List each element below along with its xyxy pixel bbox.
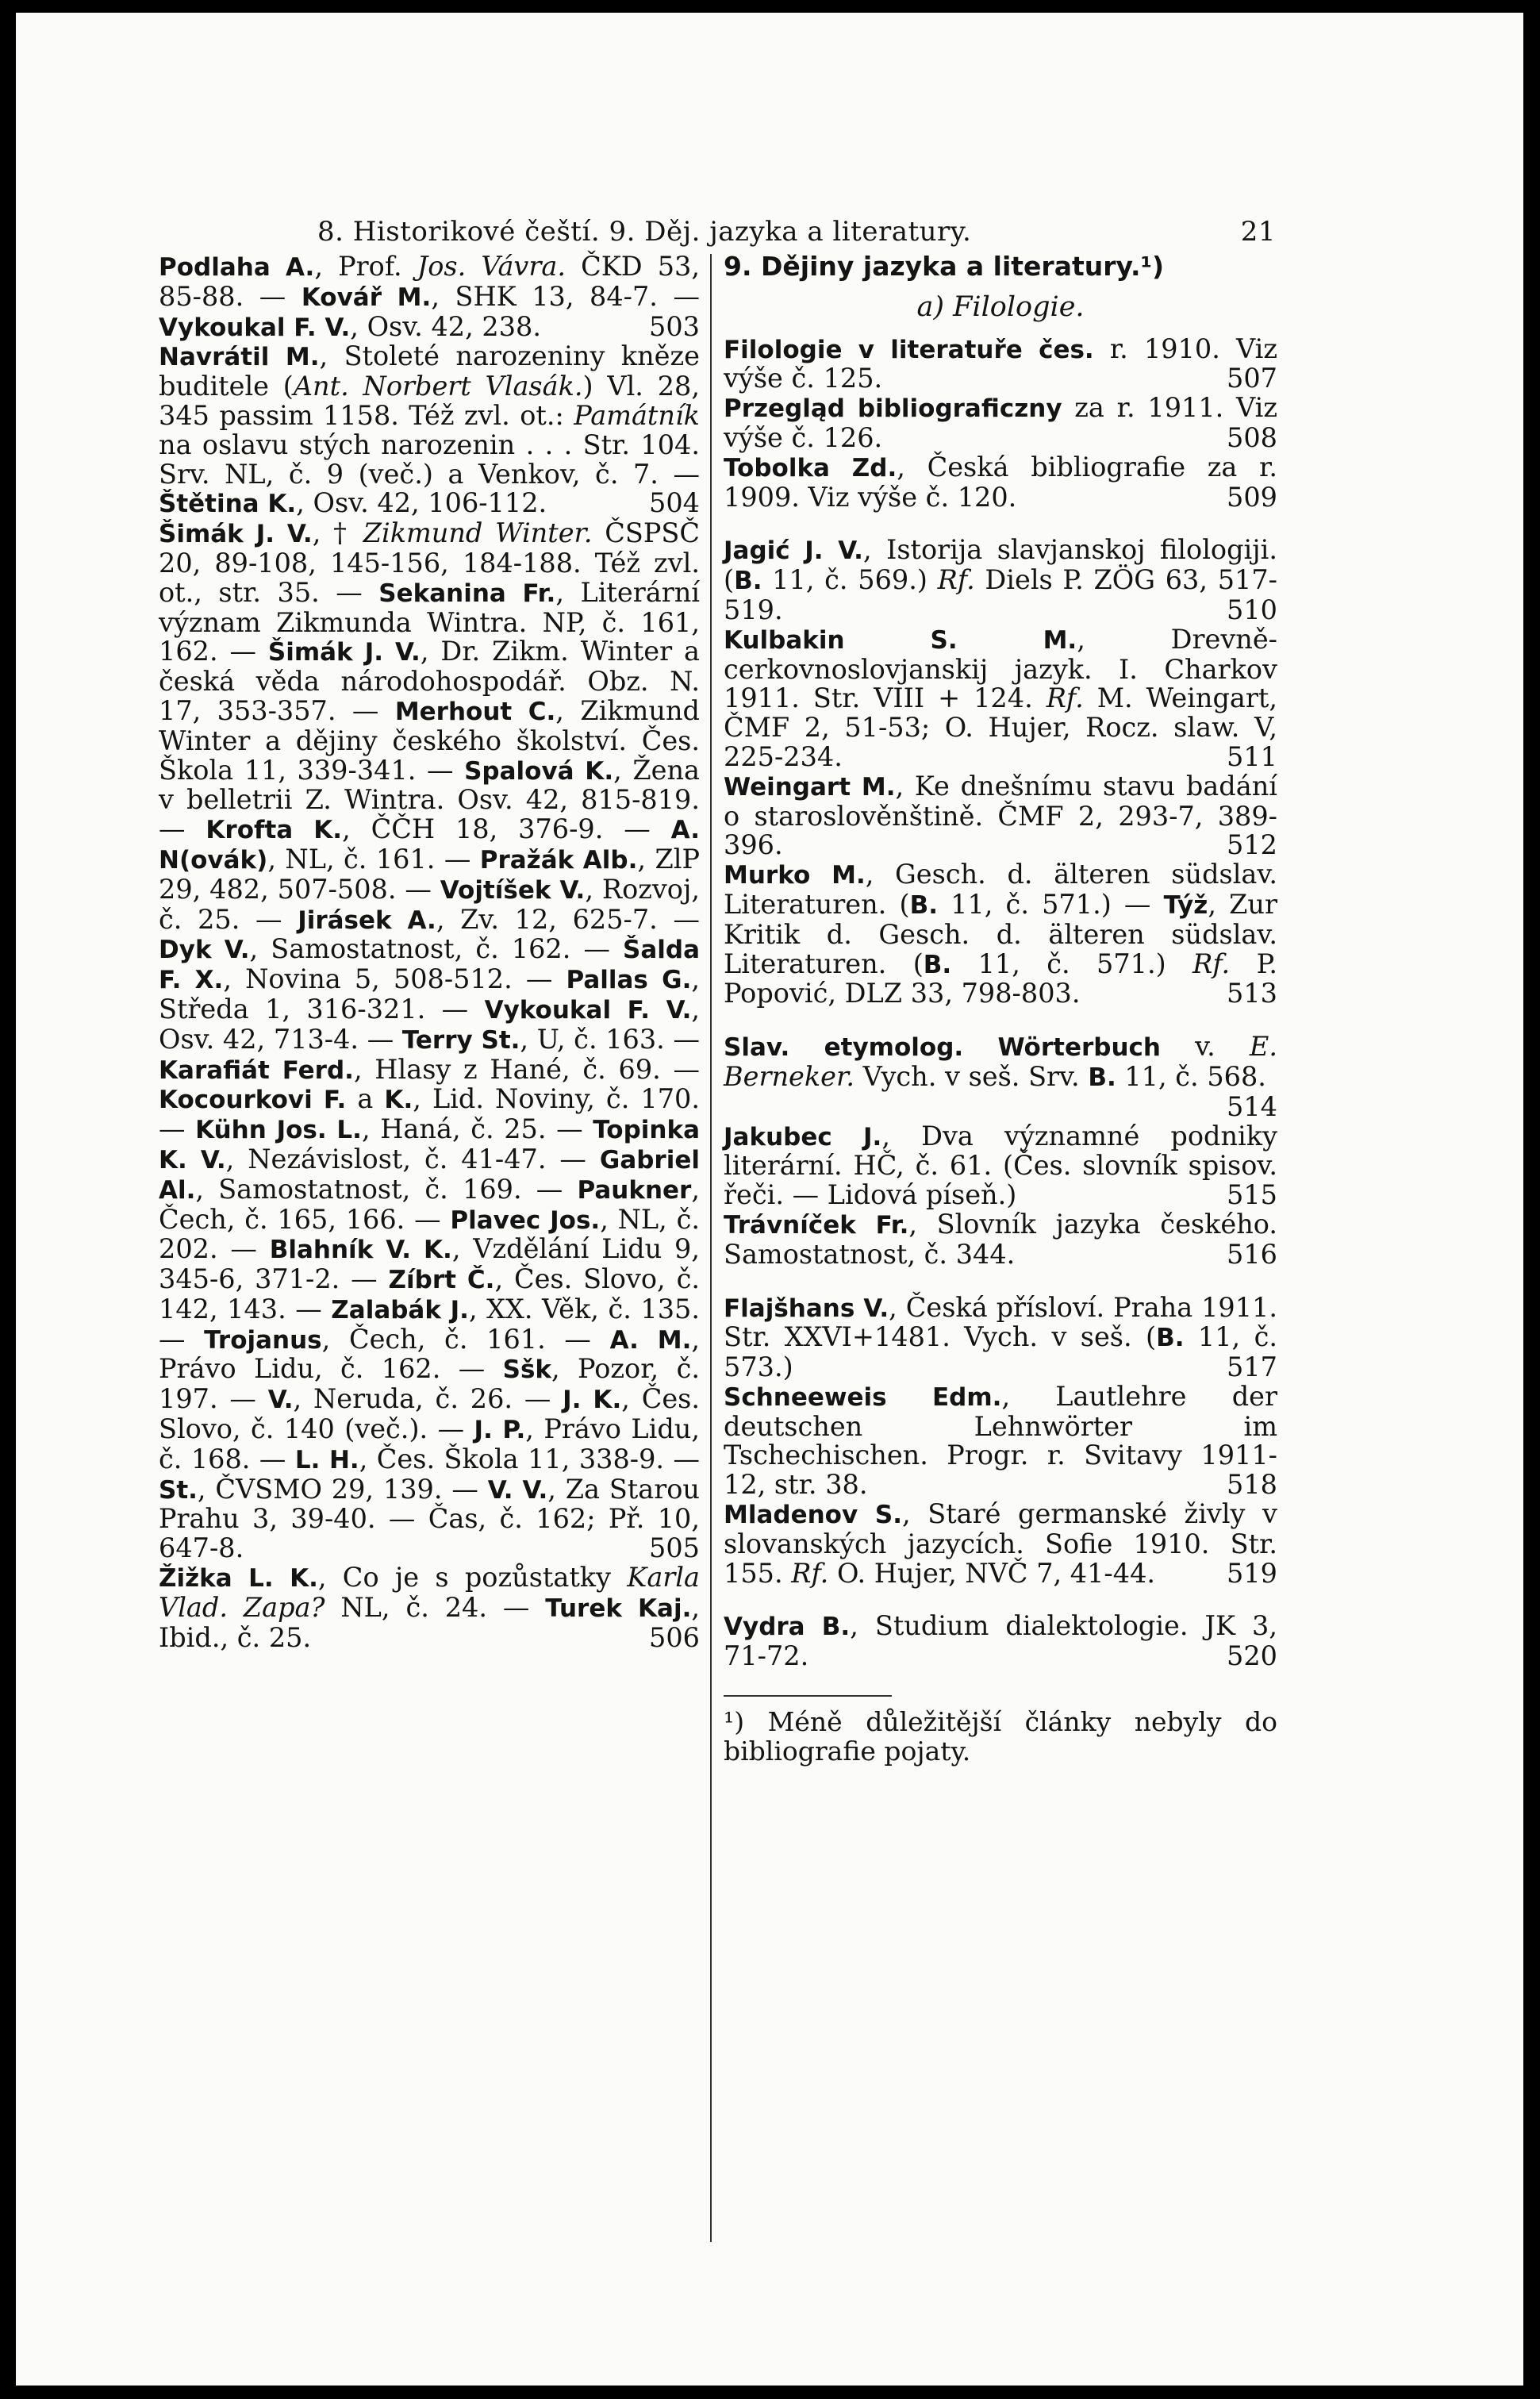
italic-text: Zikmund Winter.	[363, 517, 593, 549]
entry-number: 517	[1227, 1351, 1277, 1383]
entry-text: za r. 1911. Viz výše č. 126.	[724, 392, 1278, 453]
bib-entry-506	[159, 1563, 700, 1652]
entry-text: , Ibid., č. 25.	[159, 1591, 701, 1653]
entry-text: , ČČH 18, 376-9. —	[342, 813, 671, 845]
italic-text: Památník	[574, 399, 700, 431]
page-number: 21	[1240, 216, 1276, 248]
bib-entry-512	[724, 772, 1277, 860]
entry-text: ) Vl. 28, 345 passim 1158. Též zvl. ot.:	[159, 371, 700, 431]
entry-text: , Rozvoj, č. 25. —	[159, 873, 701, 935]
entry-text: , Zikmund Winter a dějiny českého školství. Čes. Škola 11, 339-341. —	[159, 694, 700, 786]
entry-text: , Česká bibliografie za r. 1909. Viz výše č. 120.	[724, 451, 1277, 513]
bib-entry-505	[159, 519, 700, 1563]
author-name: Plavec Jos.	[450, 1205, 601, 1235]
right-entries	[724, 335, 1277, 1671]
author-name: Blahník V. K.	[269, 1236, 452, 1265]
entry-text: 11, č. 568.	[1116, 1060, 1266, 1092]
author-name: Kühn Jos. L.	[195, 1116, 362, 1145]
author-name: Kulbakin S. M.	[724, 625, 1077, 655]
entry-text: , NL, č. 202. —	[159, 1203, 700, 1265]
entry-text: , Neruda, č. 26. —	[293, 1383, 563, 1415]
bib-entry-519	[724, 1500, 1277, 1588]
entry-text: , Čes. Slovo, č. 140 (več.). —	[159, 1383, 700, 1445]
entry-text: Diels P. ZÖG 63, 517-519.	[724, 564, 1277, 625]
section-title: 9. Dějiny jazyka a literatury.¹)	[724, 251, 1165, 282]
entry-text: , XX. Věk, č. 135. —	[159, 1293, 700, 1355]
entry-text: , Co je s pozůstatky	[317, 1562, 628, 1594]
entry-text: , Právo Lidu, č. 168. —	[159, 1413, 700, 1474]
bib-entry-513	[724, 860, 1277, 1009]
author-name: Merhout C.	[394, 697, 556, 726]
entry-number: 518	[1227, 1469, 1277, 1501]
entry-text: 11, č. 571.)	[951, 948, 1193, 979]
bib-entry-514	[724, 1032, 1277, 1121]
author-name: Filologie v literatuře čes.	[724, 335, 1094, 364]
author-name: V.	[267, 1386, 294, 1415]
entry-number: 505	[649, 1532, 700, 1564]
author-name: Gabriel Al.	[159, 1145, 700, 1205]
author-name: Spalová K.	[464, 756, 614, 786]
author-name: B.	[734, 567, 762, 596]
author-name: K.	[384, 1086, 413, 1115]
author-name: B.	[1088, 1063, 1116, 1092]
author-name: Slav. etymolog. Wörterbuch	[724, 1033, 1161, 1063]
entry-text: ČSPSČ 20, 89-108, 145-156, 184-188. Též zvl. ot., str. 35. —	[159, 517, 700, 608]
entry-text: , Osv. 42, 238.	[350, 310, 541, 342]
entry-text: , Prof.	[314, 251, 417, 282]
entry-text: , Lautlehre der deutschen Lehnwörter im Tschechischen. Progr. r. Svitavy 1911-12, str. 38.	[724, 1380, 1277, 1501]
entry-number: 503	[649, 310, 700, 342]
author-name: B.	[923, 950, 952, 979]
bib-entry-508	[724, 394, 1277, 453]
entry-text: r. 1910. Viz výše č. 125.	[724, 333, 1277, 394]
entry-text: 11, č. 573.)	[724, 1321, 1278, 1383]
entry-text: , Zur Kritik d. Gesch. d. älteren südslav. Literaturen. (	[724, 888, 1277, 979]
author-name: B.	[1156, 1324, 1185, 1353]
entry-number: 509	[1227, 481, 1277, 513]
author-name: Podlaha A.	[159, 253, 315, 282]
entry-text: , Za Starou Prahu 3, 39-40. — Čas, č. 162; Př. 10, 647-8.	[159, 1473, 700, 1564]
author-name: Trojanus	[204, 1325, 322, 1355]
author-name: Murko M.	[724, 861, 866, 890]
entry-number: 504	[649, 487, 700, 519]
italic-text: Rf.	[791, 1557, 829, 1589]
author-name: Šalda F. X.	[159, 936, 700, 995]
italic-text: Karla Vlad. Zapa?	[159, 1562, 700, 1623]
italic-text: Rf.	[1192, 948, 1231, 979]
entry-text: , NL, č. 161. —	[267, 843, 480, 875]
entry-text: , Istorija slavjanskoj filologiji. (	[724, 534, 1277, 596]
author-name: Vykoukal F. V.	[159, 313, 351, 342]
entry-text: v.	[1160, 1031, 1250, 1063]
entry-number: 514	[1227, 1090, 1277, 1122]
left-column	[159, 252, 700, 1652]
bib-entry-511	[724, 625, 1277, 772]
author-name: Krofta K.	[205, 816, 343, 845]
entry-text: P. Popović, DLZ 33, 798-803.	[724, 948, 1277, 1009]
author-name: Šimák J. V.	[159, 520, 313, 549]
entry-text: , Slovník jazyka českého. Samostatnost, č. 344.	[724, 1208, 1278, 1270]
entry-text: , U, č. 163. —	[520, 1023, 700, 1055]
entry-text: , Drevně-cerkovnoslovjanskij jazyk. I. Charkov 1911. Str. VIII + 124.	[724, 623, 1277, 714]
author-name: Schneeweis Edm.	[724, 1382, 1002, 1412]
author-name: Trávníček Fr.	[724, 1210, 909, 1240]
entry-text: , Gesch. d. älteren südslav. Literaturen. (	[724, 859, 1277, 920]
right-column	[724, 252, 1277, 1767]
entry-number: 519	[1227, 1557, 1277, 1589]
author-name: Jagić J. V.	[724, 536, 863, 566]
bib-entry-510	[724, 536, 1277, 625]
entry-number: 513	[1227, 978, 1277, 1009]
author-name: Jirásek A.	[298, 905, 436, 935]
entry-text: na oslavu stých narozenin . . . Str. 104. Srv. NL, č. 9 (več.) a Venkov, č. 7. —	[159, 429, 700, 490]
entry-text: , Haná, č. 25. —	[361, 1113, 593, 1145]
bib-entry-520	[724, 1612, 1277, 1671]
author-name: Vydra B.	[724, 1613, 851, 1642]
entry-text: M. Weingart, ČMF 2, 51-53; O. Hujer, Rocz. slaw. V, 225-234.	[724, 682, 1278, 772]
author-name: Terry St.	[401, 1025, 520, 1055]
author-name: A. M.	[609, 1325, 692, 1355]
author-name: Zíbrt Č.	[388, 1266, 495, 1295]
entry-text: , Dva významné podniky literární. HČ, č. 61. (Čes. slovník spisov. řeči. — Lidová píseň.)	[724, 1120, 1277, 1211]
header-title: 8. Historikové čeští. 9. Děj. jazyka a literatury.	[317, 216, 972, 248]
bib-entry-517	[724, 1291, 1278, 1383]
author-name: Dyk V.	[159, 936, 250, 965]
entry-text: , Samostatnost, č. 169. —	[195, 1173, 578, 1205]
entry-text: , Právo Lidu, č. 162. —	[159, 1323, 700, 1385]
entry-text: , Čech, č. 165, 166. —	[159, 1173, 700, 1235]
entry-text: , Čes. Škola 11, 338-9. —	[359, 1443, 700, 1474]
author-name: Flajšhans V.	[724, 1294, 889, 1323]
entry-number: 510	[1227, 594, 1277, 625]
entry-text: , Lid. Noviny, č. 170. —	[159, 1083, 700, 1145]
author-name: Štětina K.	[159, 490, 297, 519]
bib-entry-509	[724, 453, 1277, 513]
bib-entry-515	[724, 1122, 1277, 1210]
entry-text: , Studium dialektologie. JK 3, 71-72.	[724, 1610, 1278, 1672]
author-name: Weingart M.	[724, 772, 896, 802]
entry-text: Vych. v seš. Srv.	[854, 1060, 1089, 1092]
author-name: Vykoukal F. V.	[484, 995, 692, 1025]
author-name: Jakubec J.	[724, 1122, 882, 1151]
entry-text: NL, č. 24. —	[325, 1591, 546, 1623]
bib-entry-504	[159, 342, 700, 519]
bib-entry-503	[159, 252, 700, 342]
subsection-title: a) Filologie.	[916, 290, 1085, 323]
footnote: ¹) Méně důležitější články nebyly do bibliografie pojaty.	[724, 1706, 1277, 1767]
entry-text: O. Hujer, NVČ 7, 41-44.	[828, 1557, 1156, 1589]
author-name: Kocourkovi F.	[159, 1086, 347, 1115]
author-name: Karafiát Ferd.	[159, 1055, 354, 1085]
entry-text: , Staré germanské živly v slovanských jazycích. Sofie 1910. Str. 155.	[724, 1498, 1277, 1589]
author-name: Pallas G.	[566, 966, 692, 995]
entry-number: 511	[1227, 740, 1277, 772]
author-name: A. N(ovák)	[159, 816, 700, 875]
entry-text: , †	[312, 517, 363, 549]
author-name: L. H.	[294, 1445, 359, 1474]
author-name: Topinka K. V.	[159, 1116, 701, 1175]
entry-text: , Ke dnešnímu stavu badání o staroslověnštině. ČMF 2, 293-7, 389-396.	[724, 770, 1277, 861]
bib-entry-518	[724, 1382, 1277, 1500]
entry-text: , ZlP 29, 482, 507-508. —	[159, 843, 700, 905]
entry-text: , Česká přísloví. Praha 1911. Str. XXVI+1481. Vych. v seš. (	[724, 1291, 1277, 1353]
entry-number: 520	[1227, 1640, 1277, 1672]
author-name: J. P.	[474, 1416, 526, 1445]
bib-entry-507	[724, 335, 1277, 394]
entry-text: , Pozor, č. 197. —	[159, 1353, 700, 1415]
author-name: Kovář M.	[301, 283, 432, 312]
entry-text: , Čech, č. 161. —	[321, 1323, 610, 1355]
entry-text: , Osv. 42, 713-4. —	[159, 993, 700, 1055]
entry-number: 508	[1227, 421, 1277, 453]
bib-entry-516	[724, 1210, 1277, 1270]
entry-number: 506	[649, 1621, 700, 1653]
italic-text: Ant. Norbert Vlasák.	[293, 371, 583, 402]
author-name: Týž	[1163, 890, 1208, 920]
author-name: Navrátil M.	[159, 343, 320, 372]
author-name: B.	[909, 890, 938, 920]
entry-number: 512	[1227, 829, 1277, 861]
italic-text: Rf.	[937, 564, 975, 596]
entry-text: , Vzdělání Lidu 9, 345-6, 371-2. —	[159, 1233, 700, 1295]
entry-text: , Žena v belletrii Z. Wintra. Osv. 42, 815-819. —	[159, 754, 701, 845]
italic-text: Rf.	[1046, 682, 1084, 714]
entry-number: 507	[1227, 363, 1277, 394]
italic-text: Jos. Vávra.	[417, 251, 566, 282]
entry-text: , Středa 1, 316-321. —	[159, 963, 701, 1025]
entry-number: 516	[1227, 1238, 1277, 1270]
author-name: J. K.	[563, 1386, 622, 1415]
entry-text: , Nezávislost, č. 41-47. —	[225, 1143, 600, 1175]
entry-text: , Čes. Slovo, č. 142, 143. —	[159, 1263, 700, 1324]
entry-text: , Novina 5, 508-512. —	[223, 963, 566, 995]
entry-text: , Samostatnost, č. 162. —	[249, 933, 624, 965]
column-divider	[710, 254, 712, 2242]
author-name: Paukner	[577, 1175, 692, 1205]
author-name: Pražák Alb.	[479, 845, 638, 875]
author-name: Zalabák J.	[331, 1295, 469, 1324]
entry-text: , Dr. Zikm. Winter a česká věda národohospodář. Obz. N. 17, 353-357. —	[159, 636, 700, 726]
author-name: Przegląd bibliograficzny	[724, 394, 1062, 424]
entry-text: , SHK 13, 84-7. —	[431, 280, 700, 312]
entry-text: , Osv. 42, 106-112.	[296, 487, 547, 519]
entry-text: a	[346, 1083, 385, 1115]
entry-text: , ČVSMO 29, 139. —	[197, 1473, 488, 1505]
author-name: Tobolka Zd.	[724, 453, 897, 482]
italic-text: E. Berneker.	[724, 1031, 1277, 1092]
author-name: Mladenov S.	[724, 1501, 903, 1530]
entry-text: 11, č. 569.)	[762, 564, 938, 596]
author-name: Žižka L. K.	[159, 1564, 318, 1594]
author-name: Šimák J. V.	[267, 638, 421, 667]
entry-number: 515	[1227, 1179, 1277, 1211]
footnote-rule	[724, 1695, 892, 1697]
entry-text: 11, č. 571.) —	[937, 888, 1164, 920]
entry-text: , Hlasy z Hané, č. 69. —	[353, 1053, 700, 1085]
author-name: Vojtíšek V.	[440, 875, 586, 905]
author-name: Sekanina Fr.	[378, 579, 556, 608]
author-name: V. V.	[487, 1475, 548, 1505]
entry-text: , Literární význam Zikmunda Wintra. NP, č. 161, 162. —	[159, 576, 700, 667]
author-name: Sšk	[502, 1355, 552, 1385]
entry-text: , Stoleté narozeniny kněze buditele (	[159, 340, 700, 402]
author-name: Turek Kaj.	[545, 1594, 692, 1623]
author-name: St.	[159, 1475, 198, 1505]
entry-text: , Zv. 12, 625-7. —	[436, 903, 700, 935]
entry-text: ČKD 53, 85-88. —	[159, 251, 700, 312]
